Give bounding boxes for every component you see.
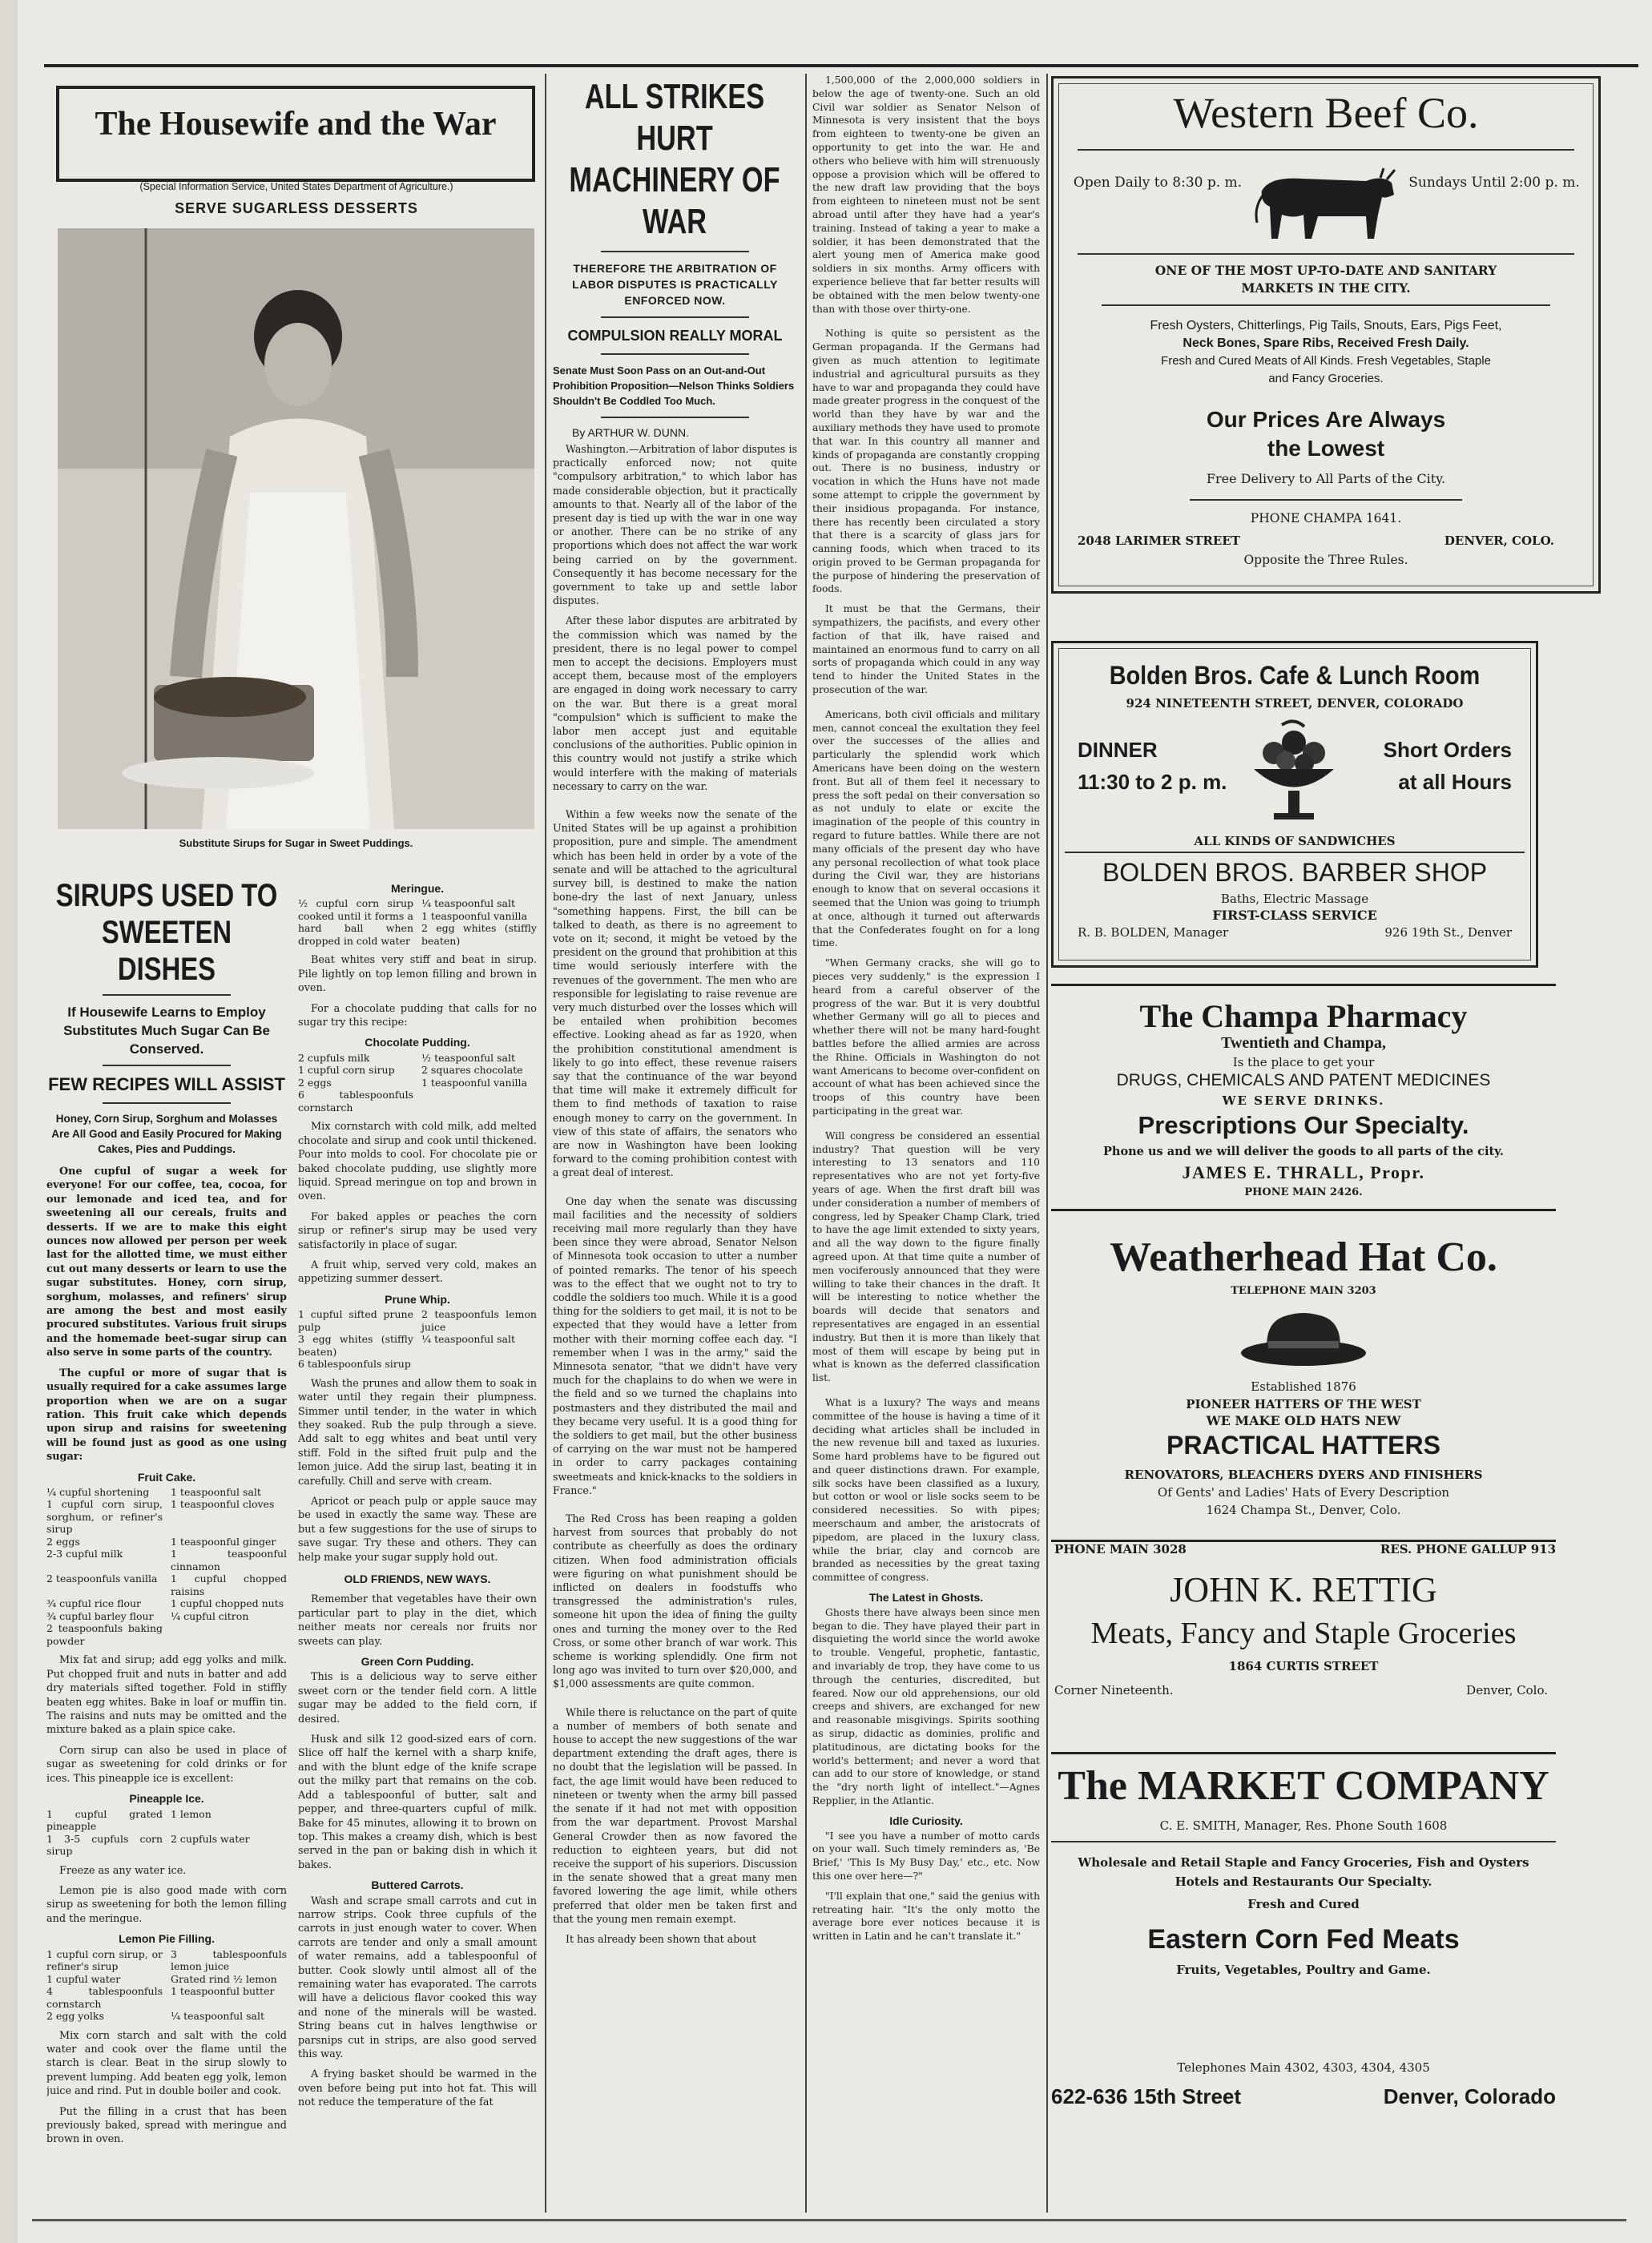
ingredient: 2 eggs <box>46 1535 80 1548</box>
lemon-ingredients <box>46 1948 287 2023</box>
rettig-corner: Corner Nineteenth. <box>1054 1683 1174 1697</box>
western-tagline-1: ONE OF THE MOST UP-TO-DATE AND SANITARY <box>1154 263 1497 278</box>
ingredient: 1 teaspoonful ginger <box>171 1535 276 1548</box>
ingredient: ½ teaspoonful salt <box>421 1051 516 1064</box>
byline: By ARTHUR W. DUNN. <box>572 426 689 439</box>
recipe-title: Meringue. <box>390 882 445 895</box>
free-delivery: Free Delivery to All Parts of the City. <box>1206 471 1446 486</box>
dinner-hours: 11:30 to 2 p. m. <box>1078 770 1227 794</box>
steer-icon <box>1246 159 1406 247</box>
housewife-banner-box <box>56 86 535 182</box>
ingredient <box>171 1622 287 1647</box>
ingredient: ¾ cupful barley flour <box>46 1609 154 1622</box>
market-telephones: Telephones Main 4302, 4303, 4304, 4305 <box>1177 2060 1430 2075</box>
of-gents: Of Gents' and Ladies' Hats of Every Description <box>1157 1485 1450 1500</box>
top-rule <box>44 64 1638 67</box>
ingredient: ¼ teaspoonful salt <box>171 2010 265 2023</box>
sirups-paragraph: The cupful or more of sugar that is usually required for a cake assumes large proportion when we are on a sugar ration. This fruit cake which depends upon sirup and raisins for sweetening will be found just as good as one using sugar: <box>46 1367 287 1464</box>
champa-serve: WE SERVE DRINKS. <box>1222 1093 1385 1108</box>
ingredient: 1 cupful water <box>46 1972 121 1985</box>
weatherhead-address: 1624 Champa St., Denver, Colo. <box>1206 1503 1401 1517</box>
prices-line-1: Our Prices Are Always <box>1206 407 1446 432</box>
strikes-article <box>553 76 797 2215</box>
ingredient: 1 cupful chopped nuts <box>171 1597 284 1610</box>
ingredient-line: 1 teaspoonful vanilla <box>421 909 527 922</box>
sirups-article <box>46 877 287 2215</box>
recipes-paragraph: For baked apples or peaches the corn sirup or refiner's sirup may be used very satisfactorily in place of sugar. <box>298 1210 537 1251</box>
fruit-bowl-icon <box>1242 717 1346 829</box>
recipes-article <box>298 877 537 2215</box>
champa-corner: Twentieth and Champa, <box>1221 1034 1386 1052</box>
weatherhead-name: Weatherhead Hat Co. <box>1110 1234 1497 1280</box>
pioneer: PIONEER HATTERS OF THE WEST <box>1186 1397 1421 1411</box>
strikes-continued <box>812 74 1040 2217</box>
woman-with-pudding-illustration <box>58 228 534 829</box>
recipe-title: Pineapple Ice. <box>129 1792 204 1806</box>
recipe-title: Lemon Pie Filling. <box>119 1932 215 1946</box>
col4-paragraph: Ghosts there have always been since men began to die. They have played their part in disquieting the world since the world awoke to trouble. Vengeful, prophetic, fantastic, and invariably de trop, they have come to us through the centuries, discredited, but feared. Now our old apprehensions, our old creeps and shivers, are exchanged for new and reasonable misgivings. Spirits soothing as sirup, didactic as dominies, prolific and platitudinous, are dictating books for the world's betterment; and never a word that can add to our store of knowledge, or stand the "dry north light of intellect."—Agnes Repplier, in the Atlantic. <box>812 1606 1040 1807</box>
ingredient <box>421 897 537 947</box>
sirups-subheadline: FEW RECIPES WILL ASSIST <box>48 1074 285 1094</box>
western-city: DENVER, COLO. <box>1444 534 1554 548</box>
market-name: The MARKET COMPANY <box>1058 1763 1549 1809</box>
chocolate-ingredients <box>298 1052 537 1114</box>
photo-caption: Substitute Sirups for Sugar in Sweet Puddings. <box>179 837 413 849</box>
champa-drugs: DRUGS, CHEMICALS AND PATENT MEDICINES <box>1116 1071 1491 1089</box>
sirups-paragraph: Lemon pie is also good made with corn sirup as sweetening for both the lemon filling and the meringue. <box>46 1884 287 1925</box>
ingredient: ¼ cupful citron <box>171 1609 249 1622</box>
ingredient: 1 teaspoonful cloves <box>171 1498 275 1511</box>
recipes-paragraph: This is a delicious way to serve either sweet corn or the tender field corn. A little sugar may be added to the field corn, if desired. <box>298 1671 537 1726</box>
ghosts-title: The Latest in Ghosts. <box>868 1591 984 1605</box>
western-beef-name: Western Beef Co. <box>1173 89 1479 137</box>
recipes-paragraph: Mix cornstarch with cold milk, add melted chocolate and sirup and cook until thickened. Pour into molds to cool. For chocolate pie or baked chocolate pudding, use slightly more liquid. Spread meringue on top and brown in oven. <box>298 1121 537 1203</box>
market-city: Denver, Colorado <box>1383 2084 1556 2108</box>
sundays-hours: Sundays Until 2:00 p. m. <box>1408 175 1580 191</box>
ingredient: 2 teaspoonfuls baking powder <box>46 1622 163 1647</box>
housewife-subhead: SERVE SUGARLESS DESSERTS <box>175 200 418 216</box>
champa-phone-us: Phone us and we will deliver the goods to all parts of the city. <box>1103 1145 1504 1158</box>
col4-paragraph: 1,500,000 of the 2,000,000 soldiers in below the age of twenty-one. Such an old Civil war soldier as Senator Nelson of Minnesota is very insistent that the boys from eighteen to twenty-one be given an opportunity to get into the war. He and others who believe with him will strenuously oppose a provision which will be offered to the new draft law providing that the boys from eighteen to nineteen must not be sent abroad until after they have had a year's training. Instead of taking a year to make a soldier, it has been demonstrated that the alert young men of America make good soldiers in six months. Army officers with experience believe that far better results will be obtained with the men below twenty-one than with those over thirty-one. <box>812 74 1040 315</box>
market-manager: C. E. SMITH, Manager, Res. Phone South 1608 <box>1159 1818 1448 1833</box>
ingredient: Grated rind ½ lemon <box>171 1972 277 1985</box>
western-beef-ad <box>1051 76 1601 594</box>
western-address: 2048 LARIMER STREET <box>1078 534 1240 548</box>
champa-propr: JAMES E. THRALL, Propr. <box>1182 1162 1425 1182</box>
western-phone: PHONE CHAMPA 1641. <box>1250 511 1402 526</box>
rettig-ad <box>1051 1542 1556 1754</box>
recipes-paragraph: Remember that vegetables have their own particular part to play in the diet, which neither meats nor cereals nor fruits nor sweets can play. <box>298 1593 537 1648</box>
bottom-edge <box>32 2219 1626 2221</box>
market-eastern: Eastern Corn Fed Meats <box>1147 1924 1460 1955</box>
rettig-res-phone: RES. PHONE GALLUP 913 <box>1380 1542 1556 1556</box>
ingredient <box>421 1358 537 1371</box>
recipes-paragraph: A frying basket should be warmed in the oven before being put into hot fat. This will not reduce the temperature of the fat <box>298 2068 537 2109</box>
sirups-paragraph: Mix fat and sirup; add egg yolks and milk. Put chopped fruit and nuts in batter and add dry materials sifted together. Fold in stiffly beaten egg whites. Bake in loaf or muffin tin. The raisins and nuts may be omitted and the mixture baked as a plain spice cake. <box>46 1654 287 1737</box>
champa-place: Is the place to get your <box>1232 1055 1375 1069</box>
western-tagline-2: MARKETS IN THE CITY. <box>1241 280 1411 296</box>
ingredient: 2 eggs <box>298 1076 332 1089</box>
recipes-paragraph: Husk and silk 12 good-sized ears of corn. Slice off half the kernel with a sharp knife, and with the blunt edge of the knife scrape out the milky part that remains on the cob. Add a tablespoonful of butter, salt and pepper, and three-quarters cupful of milk. Bake for 45 minutes, allowing it to brown on top. This makes a creamy dish, which is best served in the pan or baking dish in which it bakes. <box>298 1734 537 1871</box>
strikes-deck: THEREFORE THE ARBITRATION OF LABOR DISPUTES IS PRACTICALLY ENFORCED NOW. <box>572 262 778 307</box>
sirups-paragraph: Corn sirup can also be used in place of sugar as sweetening for cold drinks or for ices. This pineapple ice is excellent: <box>46 1744 287 1785</box>
weatherhead-phone: TELEPHONE MAIN 3203 <box>1231 1285 1376 1297</box>
recipes-paragraph: A fruit whip, served very cold, makes an appetizing summer dessert. <box>298 1259 537 1286</box>
ingredient: 1 cupful corn sirup <box>298 1064 395 1077</box>
ingredient: 1 cupful corn sirup, sorghum, or refiner's sirup <box>46 1498 163 1536</box>
strikes-paragraph: One day when the senate was discussing mail facilities and the necessity of soldiers receiving mail more regularly than they have been since they were abroad, Senator Nelson of Minnesota took occasion to utter a number of pointed remarks. The tenor of his speech was to the effect that we ought not to try to coddle the soldiers too much. While it is a good thing for the soldiers to get mail, it is not to be expected that they would have a letter from mother with their morning coffee each day. "I remember when I was in the army," said the Minnesota senator, "that we didn't have very much for the chaplains to do when we were in the field and so we turned the chaplains into postmasters and they distributed the mail and they became very useful. It is a good thing for the soldiers to get mail, but the other business of carrying on the war must not be hampered in order to carry packages containing sweetmeats and knick-knacks to the soldiers in France." <box>553 1194 797 1496</box>
sirups-headline: SIRUPS USED TO SWEETEN DISHES <box>55 878 278 987</box>
champa-pharmacy-ad <box>1051 984 1556 1211</box>
ingredient: ¼ cupful shortening <box>46 1485 150 1498</box>
western-fresh-1: Fresh Oysters, Chitterlings, Pig Tails, Snouts, Ears, Pigs Feet, <box>1150 319 1502 332</box>
ingredient: ¾ cupful rice flour <box>46 1597 142 1610</box>
hat-icon <box>1239 1309 1368 1369</box>
fruit-cake-ingredients <box>46 1486 287 1648</box>
first-class: FIRST-CLASS SERVICE <box>1212 908 1377 923</box>
strikes-headline: ALL STRIKES HURT MACHINERY OF WAR <box>569 77 780 241</box>
ingredient: 2-3 cupful milk <box>46 1548 123 1560</box>
strikes-paragraph: It has already been shown that about <box>566 1932 757 1945</box>
strikes-paragraph: The Red Cross has been reaping a golden harvest from sources that probably do not contribute as cheerfully as does the ordinary citizen. When food administration officials were figuring on what punishment should be inflicted on dealers in foodstuffs who transgressed the administration's rules, someone hit upon the idea of fining the guilty ones and turning the money over to the Red Cross, or some other branch of war work. This scheme is working splendidly. One firm not long ago was invited to turn over $20,000, and $1,000 assessments are quite common. <box>553 1512 797 1690</box>
bolden-manager: R. B. BOLDEN, Manager <box>1078 925 1229 940</box>
meringue-ingredients <box>298 897 537 947</box>
ingredient: 1 teaspoonful butter <box>171 1985 275 1998</box>
barber-shop: BOLDEN BROS. BARBER SHOP <box>1102 858 1488 887</box>
column-divider <box>1046 74 1048 2213</box>
ingredient: 1 teaspoonful salt <box>171 1485 261 1498</box>
col4-paragraph: What is a luxury? The ways and means committee of the house is having a time of it deciding what articles shall be included in the new revenue bill and taxed as luxuries. Some hard problems have to be figured out and queer distinctions drawn. For example, silk socks have been classified as a luxury, but cotton or wool or lisle socks seem to be considered necessities. So with pipes; meerschaum and amber, the aristocrats of pipedom, are placed in the luxury class, while the briar, clay and corncob are branded as necessities by the great taxing committee of congress. <box>812 1396 1040 1584</box>
market-hotels: Hotels and Restaurants Our Specialty. <box>1175 1875 1432 1889</box>
recipe-title: Prune Whip. <box>385 1292 450 1306</box>
ingredient: 6 tablespoonfuls cornstarch <box>298 1089 413 1113</box>
sirups-deck: If Housewife Learns to Employ Substitutes Much Sugar Can Be Conserved. <box>63 1005 270 1057</box>
col4-paragraph: Nothing is quite so persistent as the German propaganda. If the Germans had given as much attention to legitimate industrial and agricultural pursuits as they have to war and propaganda they could have made greater progress in the conquest of the world than they have by war and the auxiliary methods they have used to promote that war. In this country all manner and kinds of propaganda are constantly cropping out. There is no business, industry or vocation in which the Huns have not made some attempt to cripple the government by their insidious propaganda. For instance, there has recently been circulated a story that there is a scarcity of glass jars for canning foods, which when traced to its origin proved to be German propaganda for the purpose of hindering the preservation of foods. <box>812 328 1040 595</box>
ingredient: ¼ teaspoonful salt <box>421 1333 516 1346</box>
col4-paragraph: "When Germany cracks, she will go to pieces very suddenly," is the expression I heard from a careful observer of the progress of the war. But it is very doubtful whether Germany will go all to pieces and whether there will not be many hard-fought battles before the allied armies are across the Rhine. Officials in Washington do not want Americans to become over-confident on account of what has been achieved since the troops of this country have been participating in the great war. <box>812 957 1040 1117</box>
recipes-paragraph: Wash the prunes and allow them to soak in water until they regain their plumpness. Simmer until tender, in the water in which they soaked. Rub the pulp through a sieve. Add salt to egg whites and beat until very stiff. Fold in the sifted fruit pulp and the lemon juice. Add the sirup last, beating it in carefully. Chill and serve with cream. <box>298 1377 537 1488</box>
market-fruits: Fruits, Vegetables, Poultry and Game. <box>1176 1963 1431 1977</box>
ingredient: 2 teaspoonfuls vanilla <box>46 1573 158 1585</box>
strikes-paragraph: Within a few weeks now the senate of the United States will be up against a prohibition proposition, pure and simple. The amendment which has been held in order by a vote of the senate and will be attached to the agricultural survey bill, is destined to make the nation bone-dry the last of next January, unless "something happens. First, the bill can be talked to death, as there is no agreement to vote on it; second, it might be vetoed by the president on the ground that prohibition at this time would seriously interfere with the revenues of the government. The men who are responsible for legislating to raise revenue are very much disturbed over the losses which will be entailed when prohibition becomes effective. Looking ahead as far as 1920, when the prohibition constitutional amendment is likely to go into effect, these revenue raisers say that the continuance of the war beyond that time will make it extremely difficult for them to find methods of taxation to raise enough money to carry on the government. In view of this state of affairs, the senators who are now in Washington have been looking forward to the coming prohibition contest with a great deal of interest. <box>553 808 797 1179</box>
practical-hatters: PRACTICAL HATTERS <box>1166 1431 1440 1460</box>
bolden-address: 924 NINETEENTH STREET, DENVER, COLORADO <box>1126 696 1464 711</box>
ingredient: 1 cupful chopped raisins <box>171 1573 287 1597</box>
short-orders: Short Orders <box>1383 738 1512 762</box>
housewife-banner: The Housewife and the War <box>95 106 497 143</box>
bolden-ad <box>1051 641 1538 968</box>
ingredient: 1 cupful grated pineapple <box>46 1807 163 1832</box>
rettig-phone-main: PHONE MAIN 3028 <box>1054 1542 1187 1556</box>
sirups-paragraph: One cupful of sugar a week for everyone! For our coffee, tea, cocoa, for our lemonade and iced tea, and for sweetening all our cereals, fruits and desserts. If we are to make this eight ounces now allowed per person per week last for the allotted time, we must either cut out many desserts or learn to use the sugar substitutes. Honey, corn sirup, sorghum, molasses, and refiners' sirup are among the best and most easily procured substitutes. Various fruit sirups and the homemade beet-sugar sirup can also serve in some parts of the country. <box>46 1166 287 1359</box>
recipe-title: Green Corn Pudding. <box>361 1655 474 1669</box>
ingredient-line: 2 egg whites (stiffly beaten) <box>421 922 537 947</box>
market-wholesale: Wholesale and Retail Staple and Fancy Groceries, Fish and Oysters <box>1078 1855 1529 1870</box>
rettig-name: JOHN K. RETTIG <box>1170 1570 1437 1609</box>
champa-name: The Champa Pharmacy <box>1139 998 1468 1034</box>
ingredient: 1 3-5 cupfuls corn sirup <box>46 1832 163 1857</box>
barber-address: 926 19th St., Denver <box>1384 925 1512 940</box>
western-fresh-4: and Fancy Groceries. <box>1268 372 1384 385</box>
strikes-paragraph: While there is reluctance on the part of quite a number of members of both senate and house to accept the new suggestions of the war department extending the draft ages, there is no doubt that the legislation will be passed. In fact, the age limit would have been reduced to nineteen or twenty when the army bill passed the senate if it had not met with opposition from the war department. Provost Marshal General Crowder then as now favored the reduction to eighteen years, but did not receive the support of his superiors. Discussion in the senate showed that a great many men favored lowering the age limit, while others preferred that older men be taken first and that the young men remain exempt. <box>553 1705 797 1925</box>
sandwiches: ALL KINDS OF SANDWICHES <box>1194 834 1396 848</box>
recipes-paragraph: For a chocolate pudding that calls for no sugar try this recipe: <box>298 1002 537 1029</box>
pineapple-ingredients <box>46 1808 287 1858</box>
col4-paragraph: It must be that the Germans, their sympathizers, the pacifists, and every other faction of that ilk, have raised and maintained an enormous fund to carry on all sorts of propaganda which could in any way tend to hinder the United States in the prosecution of the war. <box>812 603 1040 696</box>
dinner-label: DINNER <box>1078 738 1158 762</box>
recipes-paragraph: Beat whites very stiff and beat in sirup. Pile lightly on top lemon filling and brown in oven. <box>298 954 537 995</box>
prices-line-2: the Lowest <box>1267 436 1385 461</box>
western-opposite: Opposite the Three Rules. <box>1243 553 1408 567</box>
column-divider <box>545 74 546 2213</box>
ingredient: 4 tablespoonfuls cornstarch <box>46 1985 163 2010</box>
champa-specialty: Prescriptions Our Specialty. <box>1138 1111 1469 1139</box>
ingredient: 3 egg whites (stiffly beaten) <box>298 1333 413 1358</box>
ingredient: 3 tablespoonfuls lemon juice <box>171 1947 287 1973</box>
market-fresh-cured: Fresh and Cured <box>1247 1897 1360 1911</box>
western-fresh-3: Fresh and Cured Meats of All Kinds. Fresh Vegetables, Staple <box>1161 354 1491 368</box>
sirups-deck2: Honey, Corn Sirup, Sorghum and Molasses Are All Good and Easily Procured for Making Cakes, Pies and Puddings. <box>51 1113 282 1155</box>
ingredient: 1 lemon <box>171 1807 212 1820</box>
established: Established 1876 <box>1251 1379 1356 1394</box>
sirups-paragraph: Mix corn starch and salt with the cold water and cook over the flame until the starch is clear. Beat in the sirup slowly to prevent lumping. Add beaten egg yolk, lemon juice and rind. Put in double boiler and cook. <box>46 2029 287 2098</box>
market-address: 622-636 15th Street <box>1051 2084 1242 2108</box>
strikes-paragraph: Washington.—Arbitration of labor disputes is practically enforced now; not quite "compulsory arbitration," to which labor has made considerable objection, but it practically amounts to that. Nearly all of the labor of the present day is tied up with the war in one way or another. There can be no strike of any proportions which does not affect the war work being carried on by the government. Consequently it has become necessary for the government to take up and settle labor disputes. <box>553 443 797 607</box>
ingredient: ½ cupful corn sirup cooked until it forms a hard ball when dropped in cold water <box>298 897 413 947</box>
prune-ingredients <box>298 1308 537 1371</box>
baths: Baths, Electric Massage <box>1220 892 1369 906</box>
ingredient-line: ¼ teaspoonful salt <box>421 897 516 910</box>
strikes-deck2: Senate Must Soon Pass on an Out-and-Out Prohibition Proposition—Nelson Thinks Soldiers Shouldn't Be Coddled Too Much. <box>553 364 795 407</box>
sirups-paragraph: Put the filling in a crust that has been previously baked, spread with meringue and brown in oven. <box>46 2105 287 2146</box>
market-company-ad <box>1051 1762 1556 2215</box>
sirups-paragraph: Freeze as any water ice. <box>59 1864 187 1877</box>
rettig-address: 1864 CURTIS STREET <box>1228 1659 1379 1673</box>
weatherhead-ad <box>1051 1219 1556 1542</box>
ingredient: 1 teaspoonful cinnamon <box>171 1548 287 1573</box>
ingredient: 6 tablespoonfuls sirup <box>298 1358 411 1371</box>
open-daily: Open Daily to 8:30 p. m. <box>1073 175 1243 191</box>
housewife-photo <box>58 228 534 829</box>
ingredient: 2 cupfuls milk <box>298 1051 370 1064</box>
old-friends-head: OLD FRIENDS, NEW WAYS. <box>344 1573 491 1585</box>
renovators: RENOVATORS, BLEACHERS DYERS AND FINISHERS <box>1124 1468 1483 1482</box>
all-hours: at all Hours <box>1398 770 1512 794</box>
champa-phone: PHONE MAIN 2426. <box>1244 1186 1363 1198</box>
rettig-city: Denver, Colo. <box>1466 1683 1548 1697</box>
recipe-title: Chocolate Pudding. <box>365 1036 470 1049</box>
housewife-source: (Special Information Service, United States Department of Agriculture.) <box>139 181 453 192</box>
column-divider <box>805 74 807 2213</box>
col4-paragraph: "I see you have a number of motto cards on your wall. Such timely reminders as, 'Be Brief,' 'This Is My Busy Day,' etc., etc. Now this one over here—?" <box>812 1830 1040 1882</box>
col4-paragraph: Americans, both civil officials and military men, cannot conceal the exultation they feel over the successes of the allies and particularly the splendid work which Americans have been doing on the western front. But all of them feel it necessary to press the soft pedal on their conversation so as not unduly to elate or excite the imagination of the people of this country in regard to future battles. While there are not many officials of the present day who have any personal recollection of what took place during the Civil war, they are historians enough to know that on several occasions it seemed that the Union was going to triumph at once, although it turned out afterwards that the Confederates fought on for a long time. <box>812 708 1040 949</box>
western-fresh-2: Neck Bones, Spare Ribs, Received Fresh Daily. <box>1183 336 1469 350</box>
ingredient: 1 cupful sifted prune pulp <box>298 1308 413 1333</box>
col4-paragraph: "I'll explain that one," said the genius with retreating hair. "It's the only motto the average bore ever notices because it is written in Latin and he can't translate it." <box>812 1890 1040 1943</box>
recipe-title: Fruit Cake. <box>137 1470 196 1484</box>
page-binding-edge <box>0 0 18 2243</box>
rettig-meats: Meats, Fancy and Staple Groceries <box>1090 1617 1517 1650</box>
ingredient: 2 teaspoonfuls lemon juice <box>421 1308 537 1333</box>
ingredient: 1 cupful corn sirup, or refiner's sirup <box>46 1947 163 1973</box>
ingredient: 2 squares chocolate <box>421 1064 523 1077</box>
ingredient: 2 egg yolks <box>46 2010 104 2023</box>
recipe-title: Buttered Carrots. <box>371 1879 464 1892</box>
recipes-paragraph: Apricot or peach pulp or apple sauce may be used in exactly the same way. These are but a few suggestions for the use of sirups to save sugar. Try these and others. They can help make your sugar supply hold out. <box>298 1495 537 1564</box>
ingredient: 1 teaspoonful vanilla <box>421 1076 527 1089</box>
ingredient: 2 cupfuls water <box>171 1832 250 1845</box>
make-new: WE MAKE OLD HATS NEW <box>1206 1413 1401 1428</box>
strikes-paragraph: After these labor disputes are arbitrated by the commission which was named by the president, there is no legal power to compel men to accept the decisions. Employers must accept them, because most of the employers are engaged in doing work necessary to carry on the war. But there is a great moral "compulsion" which is sufficient to make the labor men accept just and equitable conclusions of the authorities. Public opinion in this country would not justify a strike which would interfere with the making of materials necessary to carry on the war. <box>553 614 797 792</box>
col4-paragraph: Will congress be considered an essential industry? That question will be very interesting to 13 senators and 110 representatives who are not yet forty-five years of age. When the first draft bill was under consideration a number of members of congress, led by Speaker Champ Clark, tried to have the age limit extended to sixty years, and all the way down to the figure finally agreed upon. At that time quite a number of men vociferously announced that they were willing to take their chances in the draft. It will be interesting to notice whether the boards will decide that senators and representatives are engaged in an essential industry. But then it is more than likely that most of them will escape by being put in what is known as the deferred classification list. <box>812 1130 1040 1384</box>
ingredient <box>421 1089 537 1113</box>
recipes-paragraph: Wash and scrape small carrots and cut in narrow strips. Cook three cupfuls of the carrots in just enough water to cover. When carrots are tender and only a small amount of water remains, add a tablespoonful of butter. Cook slowly until almost all of the remaining water has evaporated. The carrots will have a delicious flavor cooked this way and none of the minerals will be wasted. String beans cut in halves lengthwise or parsnips cut in strips, are also good served this way. <box>298 1895 537 2060</box>
bolden-name: Bolden Bros. Cafe & Lunch Room <box>1109 661 1481 690</box>
curiosity-title: Idle Curiosity. <box>889 1814 963 1827</box>
strikes-subhead: COMPULSION REALLY MORAL <box>567 328 783 344</box>
